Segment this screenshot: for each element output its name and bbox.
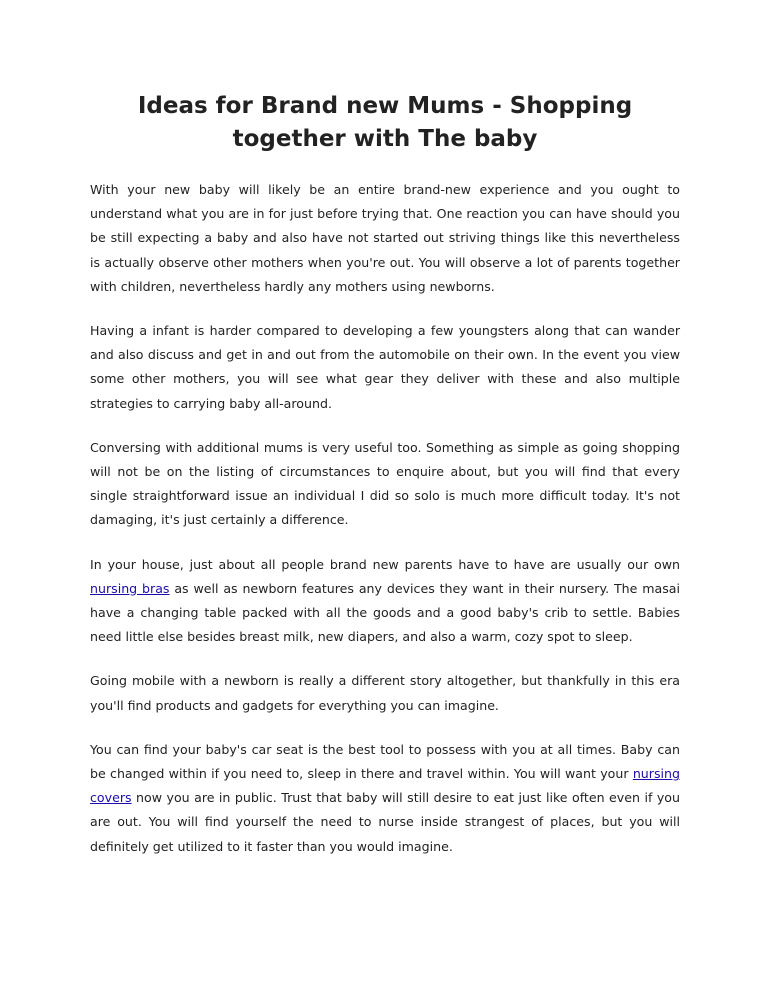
paragraph-1: With your new baby will likely be an entire brand-new experience and you ought to understand what you are in for just before trying that. One reaction you can have should you be still expecting a baby and also have not started out striving things like this nevertheless is actually observe other mothers when you're out. You will observe a lot of parents together with children, nevertheless hardly any mothers using newborns. xyxy=(90,182,680,294)
document-title: Ideas for Brand new Mums - Shopping together with The baby xyxy=(137,93,633,152)
paragraph-2: Having a infant is harder compared to developing a few youngsters along that can wander and also discuss and get in and out from the automobile on their own. In the event you view some other mothers, you will see what gear they deliver with these and also multiple strategies to carrying baby all-around. xyxy=(90,323,680,411)
paragraph-4 xyxy=(90,553,680,650)
document-page xyxy=(90,90,680,879)
paragraph-6-text-after: now you are in public. Trust that baby will still desire to eat just like often even if you are out. You will find yourself the need to nurse inside strangest of places, but you will definitely get utilized to it faster than you would imagine. xyxy=(90,790,680,854)
nursing-covers-link[interactable]: nursing covers xyxy=(90,766,680,806)
paragraph-6 xyxy=(90,738,680,859)
paragraph-4-text-after: as well as newborn features any devices they want in their nursery. The masai have a changing table packed with all the goods and a good baby's crib to settle. Babies need little else besides breast milk, new diapers, and also a warm, cozy spot to sleep. xyxy=(90,580,681,645)
paragraph-6-text-before: You can find your baby's car seat is the best tool to possess with you at all times. Baby can be changed within if you need to, sleep in there and travel within. You will want your xyxy=(90,741,680,782)
paragraph-4-text-before: In your house, just about all people brand new parents have to have are usually our own xyxy=(90,556,680,572)
paragraph-5: Going mobile with a newborn is really a different story altogether, but thankfully in this era you'll find products and gadgets for everything you can imagine. xyxy=(90,673,680,713)
paragraph-3: Conversing with additional mums is very useful too. Something as simple as going shopping will not be on the listing of circumstances to enquire about, but you will find that every single straightforward issue an individual I did so solo is much more difficult today. It's not damaging, it's just certainly a difference. xyxy=(90,439,680,528)
nursing-bras-link[interactable]: nursing bras xyxy=(90,580,170,596)
